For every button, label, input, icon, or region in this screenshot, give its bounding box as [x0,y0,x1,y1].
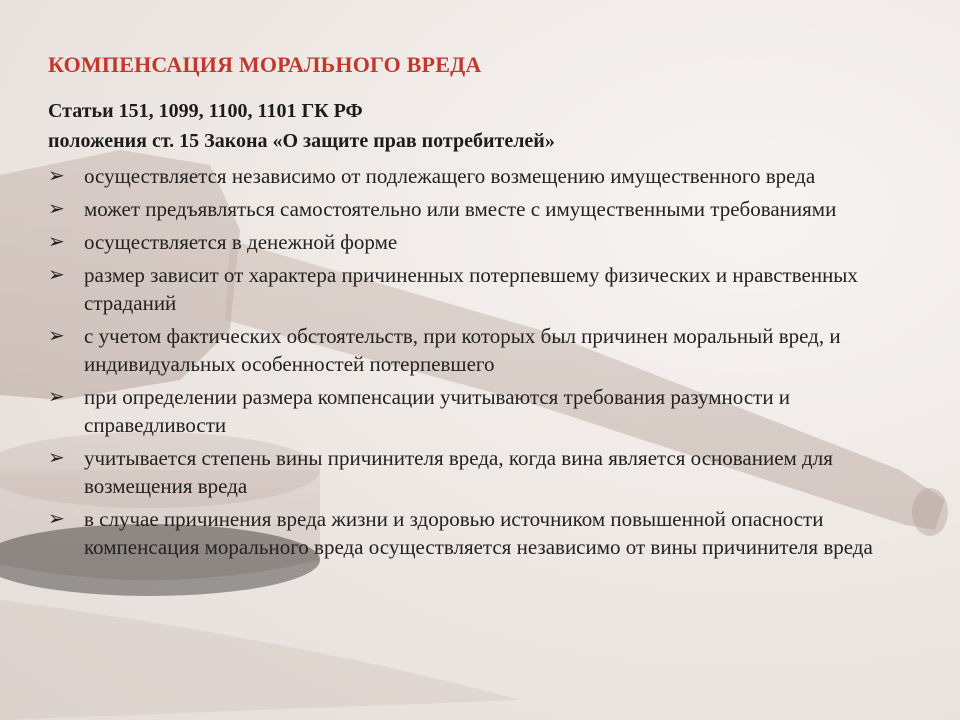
list-item-text: в случае причинения вреда жизни и здоровью источником повышенной опасности компенсация морального вреда осуществляется независимо от вины причинителя вреда [84,507,873,559]
arrow-bullet-icon: ➢ [48,264,65,286]
arrow-bullet-icon: ➢ [48,231,65,253]
list-item [48,505,928,561]
arrow-bullet-icon: ➢ [48,165,65,187]
arrow-bullet-icon: ➢ [48,508,65,530]
list-item [48,195,928,223]
arrow-bullet-icon: ➢ [48,386,65,408]
list-item [48,228,928,256]
bullet-list [48,162,928,566]
list-item-text: может предъявляться самостоятельно или вместе с имущественными требованиями [84,197,837,221]
arrow-bullet-icon: ➢ [48,325,65,347]
list-item-text: при определении размера компенсации учитываются требования разумности и справедливости [84,385,791,437]
slide-subtitle [48,96,555,156]
list-item-text: осуществляется независимо от подлежащего возмещению имущественного вреда [84,164,816,188]
arrow-bullet-icon: ➢ [48,198,65,220]
list-item [48,261,928,317]
list-item-text: учитывается степень вины причинителя вреда, когда вина является основанием для возмещения вреда [84,446,833,498]
list-item [48,322,928,378]
list-item [48,444,928,500]
arrow-bullet-icon: ➢ [48,447,65,469]
list-item-text: осуществляется в денежной форме [84,230,398,254]
list-item-text: размер зависит от характера причиненных потерпевшему физических и нравственных страданий [84,263,858,315]
list-item [48,383,928,439]
subtitle-line-law: положения ст. 15 Закона «О защите прав потребителей» [48,130,555,152]
list-item [48,162,928,190]
list-item-text: с учетом фактических обстоятельств, при которых был причинен моральный вред, и индивидуальных особенностей потерпевшего [84,324,841,376]
subtitle-line-articles: Статьи 151, 1099, 1100, 1101 ГК РФ [48,100,363,122]
slide-title: КОМПЕНСАЦИЯ МОРАЛЬНОГО ВРЕДА [48,52,482,77]
